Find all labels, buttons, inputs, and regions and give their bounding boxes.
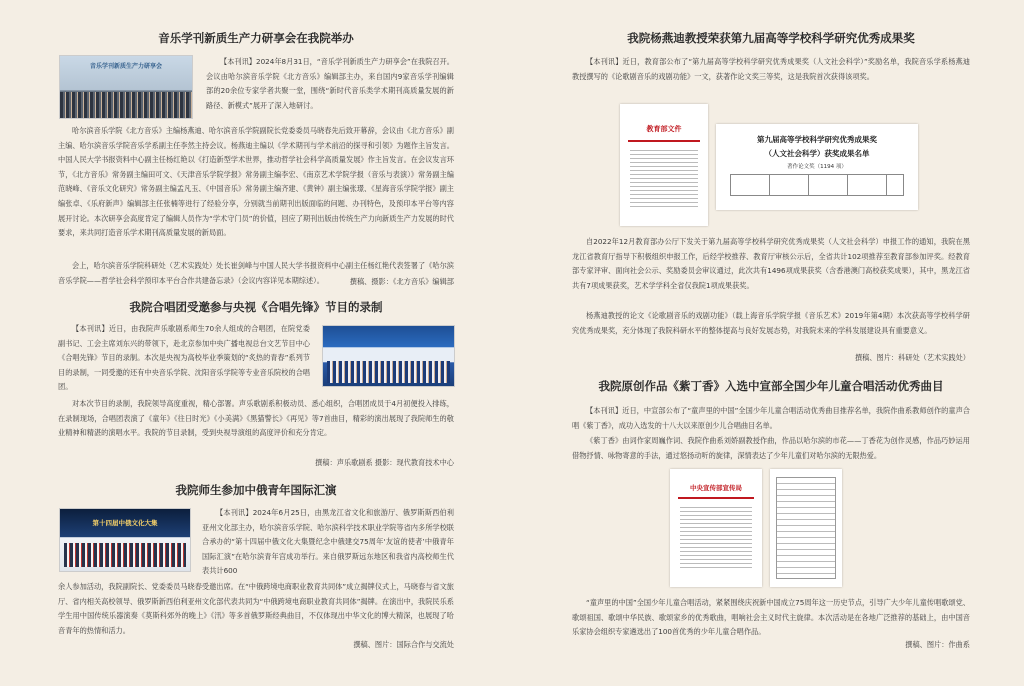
article5-para-top: 【本刊讯】近日，中宣部公布了“童声里的中国”全国少年儿童合唱活动优秀曲目推荐名单，我院作曲系教师创作的童声合唱《紫丁香》，成功入选发的十八大以来原创少儿合唱曲目名单。 (572, 406, 970, 430)
article4-doc-left-head: 教育部文件 (646, 125, 682, 133)
article1-signature: 撰稿、摄影：《北方音乐》编辑部 (349, 277, 454, 286)
article3-photo-banner: 第十四届中俄文化大集 (92, 519, 158, 527)
article4-doc-right-line3: 著作论文奖（1194 项） (787, 164, 847, 170)
article4-title: 我院杨燕迪教授荣获第九届高等学校科学研究优秀成果奖 (627, 31, 915, 45)
article1-photo-banner: 音乐学刊新质生产力研享会 (89, 63, 162, 70)
article5-doc-right (770, 469, 842, 587)
article5-doc-left (670, 469, 762, 587)
article1-photo (59, 55, 193, 119)
article1-para-full: 哈尔滨音乐学院《北方音乐》主编杨燕迪、哈尔滨音乐学院副院长党委委员马晓春先后致开幕辞，会议由《北方音乐》副主编、哈尔滨音乐学院音乐学系副主任李然主持会议。杨燕迪主编以《学术期刊与学术前沿的探寻和引领》为题作主旨发言。中国人民大学书报资料中心副主任杨红艳以《打造新型学术世界，推动哲学社会科学高质量发展》作主旨发言。在会议发言环节，《北方音乐》常务副主编田可文、《天津音乐学院学报》常务副主编李宏、《南京艺术学院学报（音乐与表演）》常务副主编范晓峰、《音乐文化研究》常务副主编孟凡玉、《中国音乐》常务副主编齐建、《黄钟》副主编张璟、《星海音乐学院学报》副主编张卓、《乐府新声》编辑部主任张楠等进行了经验分享，分别就当前期刊出版面临的问题、办刊特色，及预印本平台等内容展开讨论。本次研享会高度肯定了编辑人员作为“学术守门员”的价值，回应了期刊出版由传统生产力向新质生产力发展的时代要求，来共同打造音乐学术期刊高质量发展的新局面。 (58, 126, 454, 238)
article4-doc-right (716, 124, 918, 210)
article2-para-top: 【本刊讯】近日，由我院声乐歌剧系师生70余人组成的合唱团，在院党委副书记、工会主席刘东兴的带领下，赴北京参加中央广播电视总台文艺节目中心《合唱先锋》节目的录制。本次是央视为高校毕业季策划的“炙热的青春”系列节目的录制，一同受邀的还有中央音乐学院、沈阳音乐学院等专业音乐院校的合唱团。 (58, 324, 310, 392)
article1-para-end: 会上，哈尔滨音乐学院科研处（艺术实践处）处长崔剑峰与中国人民大学书报资料中心副主任杨红艳代表签署了《哈尔滨音乐学院——哲学社会科学预印本平台合作共建备忘录》（会议内容详见本期综述）。 (58, 261, 454, 285)
article5-doc-left-head: 中央宣传部宣传局 (690, 484, 742, 492)
left-column (58, 0, 454, 686)
stage-performers (64, 543, 186, 567)
article4-signature: 撰稿、图片：科研处（艺术实践处） (854, 353, 970, 362)
article4-doc-left (620, 104, 708, 226)
article1-para-top: 【本刊讯】2024年8月31日，“音乐学刊新质生产力研享会”在我院召开。会议由哈尔滨音乐学院《北方音乐》编辑部主办，来自国内9家音乐学刊编辑部的20余位专家学者共聚一堂，围绕“新时代音乐类学术期刊高质量发展的新路径、新模式”展开了深入地研讨。 (206, 57, 454, 110)
article4-doc-right-line1: 第九届高等学校科学研究优秀成果奖 (757, 135, 877, 144)
article3-title: 我院师生参加中俄青年国际汇演 (175, 483, 337, 497)
article4-doc-right-line2: （人文社会科学）获奖成果名单 (764, 149, 870, 158)
right-column (572, 0, 970, 686)
article3-para-top: 【本刊讯】2024年6月25日，由黑龙江省文化和旅游厅、俄罗斯斯西伯利亚州文化部主办，哈尔滨音乐学院、哈尔滨科学技术职业学院等省内多所学校联合承办的“第十四届中俄文化大集暨纪念中俄建交75周年‘友谊的使者’中俄青年国际汇演”在哈尔滨青年宫成功举行。来自俄罗斯远东地区和我省内高校师生代表共计600 (202, 508, 454, 576)
doc-rule (678, 497, 754, 499)
doc-rule (628, 140, 700, 142)
article5-signature: 撰稿、图片：作曲系 (905, 640, 970, 649)
song-list-table (776, 477, 836, 579)
article5-title: 我院原创作品《紫丁香》入选中宣部全国少年儿童合唱活动优秀曲目 (598, 379, 944, 393)
award-table (730, 174, 904, 196)
article2-title: 我院合唱团受邀参与央视《合唱先锋》节目的录制 (129, 300, 383, 314)
article3-photo (59, 508, 191, 572)
doc-text-lines (630, 150, 698, 210)
article5-para-end: “童声里的中国”全国少年儿童合唱活动，紧紧围绕庆祝新中国成立75周年这一历史节点，引导广大少年儿童传唱歌颂党、歌颂祖国、歌颂中华民族、歌颂家乡的优秀歌曲，唱响社会主义时代主旋律。本次活动是在各地广泛推荐的基础上，由中国音乐家协会组织专家遴选出了100首优秀的少年儿童合唱作品。 (572, 598, 970, 637)
article2-para-full: 对本次节目的录制，我院领导高度重视，精心部署。声乐歌剧系积极动员、悉心组织，合唱团成员于4月初便投入排练，在录制现场，合唱团表演了《童年》《往日时光》《小美满》《黑猫警长》《再见》等7首曲目，精彩的演出展现了我院师生的敬业精神和精湛的演唱水平。我院的节目录制，受到央视导演组的高度评价和充分肯定。 (58, 399, 454, 438)
article2-photo (322, 325, 455, 387)
article4-para-top: 【本刊讯】近日，教育部公布了“第九届高等学校科学研究优秀成果奖（人文社会科学）”奖励名单，我院音乐学系杨燕迪教授撰写的《论歌剧音乐的戏剧功能》一文，获著作论文奖三等奖，这是我院首次获得该项奖。 (572, 57, 970, 81)
doc-text-lines (680, 507, 752, 571)
choir-rows (327, 361, 450, 383)
article1-title: 音乐学刊新质生产力研享会在我院举办 (158, 31, 354, 45)
article2-signature: 撰稿：声乐歌剧系 摄影：现代教育技术中心 (315, 458, 454, 467)
article4-para-after: 自2022年12月教育部办公厅下发关于第九届高等学校科学研究优秀成果奖（人文社会科学）申报工作的通知，我院在黑龙江省教育厅指导下积极组织申报工作，后经学校推荐、教育厅审核公示后，全省共计102项推荐至教育部参加评奖。经教育部专家评审、面向社会公示、奖励委员会审议通过，此次共有1496项成果获奖（含香港澳门高校获奖成果），其中，黑龙江省共有7项成果获奖，艺术学学科全省仅我院1项成果获奖。 (572, 237, 970, 290)
article5-para-mid: 《紫丁香》由词作家周巍作词、我院作曲系刘娇副教授作曲，作品以哈尔滨的市花——丁香花为创作灵感，作品巧妙运用借物抒情、咏物寄意的手法，通过悠扬动听的旋律，深情表达了少年儿童们对哈尔滨的无限热爱。 (572, 436, 970, 460)
article4-para-end: 杨燕迪教授的论文《论歌剧音乐的戏剧功能》（载上海音乐学院学报《音乐艺术》2019年第4期）本次获高等学校科学研究优秀成果奖，充分体现了我院科研水平的整体提高与良好发展态势，对我院未来的学科发展建设具有重要意义。 (572, 311, 970, 335)
group-people (60, 92, 192, 118)
article3-signature: 撰稿、图片：国际合作与交流处 (353, 640, 454, 649)
article3-para-full: 余人参加活动，我院副院长、党委委员马晓春受邀出席。在“中俄跨境电商职业教育共同体”成立揭牌仪式上，马晓春与省文旅厅、省内相关高校领导、俄罗斯新西伯利亚州文化部代表共同为“中俄跨境电商职业教育共同体”揭牌。在演出中，我院民乐系学生用中国传统乐器演奏《莫斯科郊外的晚上》《汛》等多首俄罗斯经典曲目，不仅体现出中华文化的博大精深，也展现了哈音青年的热情和活力。 (58, 582, 454, 635)
